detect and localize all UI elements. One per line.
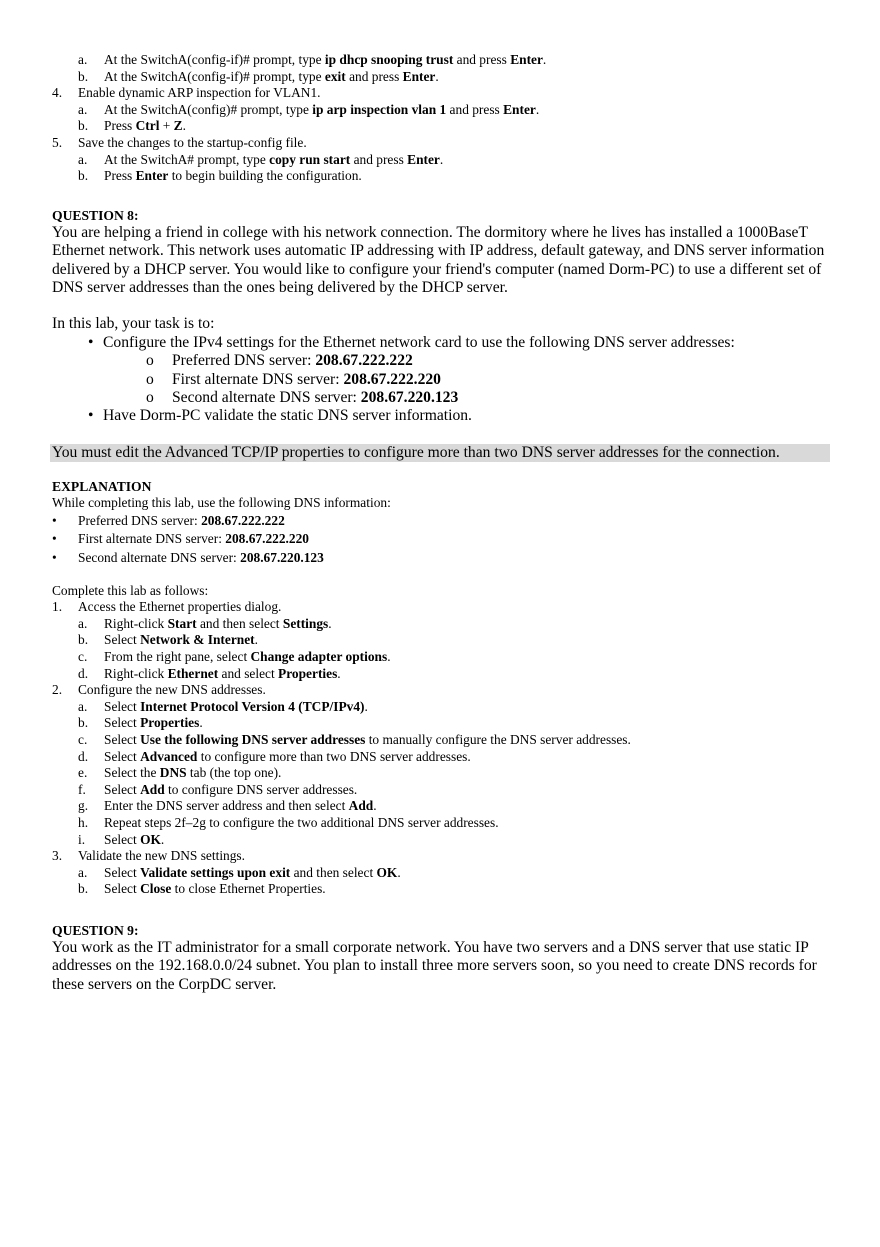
text-run: Right-click [104,615,168,631]
question-9-heading: QUESTION 9: [52,922,139,938]
bold-term: Enter [503,101,536,117]
text-run: . [199,715,203,731]
bold-term: Add [348,798,374,814]
prev-top-steps [52,52,832,85]
bold-term: Enter [135,168,169,184]
bold-term: Change adapter options [250,648,388,664]
step-row: a. At the SwitchA(config-if)# prompt, type ip dhcp snooping trust and press Enter. [78,52,547,67]
text-run: Select [104,864,141,880]
text-run: From the right pane, select [104,648,251,664]
bold-term: copy run start [269,151,351,167]
text-run: and press [350,151,408,167]
step-text [104,699,368,716]
hint-bar: You must edit the Advanced TCP/IP properties to configure more than two DNS server addresses for the connection. [50,444,830,462]
step-row: a. Select Validate settings upon exit and then select OK. [78,864,401,880]
step-row: i. Select OK. [78,831,165,847]
circle-bullet-icon: o [146,352,154,370]
step-text [104,168,362,185]
dns-item: o First alternate DNS server: 208.67.222.220 [146,370,441,388]
text-run: to close Ethernet Properties. [171,881,326,897]
step-row: d. Select Advanced to configure more than two DNS server addresses. [78,748,471,764]
task-item: • Configure the IPv4 settings for the Ethernet network card to use the following DNS server addresses: [88,333,735,351]
text-run: . [160,831,165,847]
text-run: to configure more than two DNS server addresses. [197,748,471,764]
bold-term: DNS [159,765,187,781]
exp-step-1-substeps [52,616,832,682]
text-run: tab (the top one). [186,765,282,781]
circle-bullet-icon: o [146,389,154,406]
text-run: At the SwitchA(config-if)# prompt, type [104,68,325,84]
bold-term: Use the following DNS server addresses [140,731,366,747]
step-text [104,749,471,766]
step-text [104,865,401,882]
question-8-heading: QUESTION 8: [52,207,139,223]
bold-term: Properties [140,715,200,731]
text-run: Press [104,118,136,134]
text-run: to configure DNS server addresses. [164,781,358,797]
bold-term: Settings [282,615,329,631]
bold-term: Enter [510,52,543,67]
step-text [104,649,391,666]
document-page [52,52,832,994]
text-run: and press [453,52,511,67]
text-run: . [182,118,186,134]
text-run: Select [104,698,141,714]
step-4-substeps [52,102,832,135]
step-text [104,69,439,86]
text-run: . [435,68,439,84]
step-row: e. Select the DNS tab (the top one). [78,765,282,781]
bold-term: OK [140,831,161,847]
text-run: . [542,52,547,67]
step-row: b. Select Network & Internet. [78,632,258,648]
bold-term: Enter [402,68,436,84]
text-run: Select [104,632,141,648]
step-text [104,782,357,799]
bold-term: Ctrl [135,118,160,134]
complete-lead: Complete this lab as follows: [52,582,209,598]
text-run: At the SwitchA(config-if)# prompt, type [104,52,325,67]
step-text [104,616,332,633]
text-run: and press [345,68,403,84]
text-run: Select [104,731,141,747]
bold-term: ip dhcp snooping trust [324,52,454,67]
text-run: + [159,118,174,134]
step-text [104,52,546,69]
question-8-intro: You are helping a friend in college with his network connection. The dormitory where he lives has installed a 1000BaseT Ethernet network. This network uses automatic IP addressing with IP address, default gateway, and DNS server information delivered by a DHCP server. You would like to configure your friend's computer (named Dorm-PC) to use a different set of DNS server addresses than the ones being delivered by the DHCP server. [52,223,825,296]
bullet-icon: • [52,531,57,547]
text-run: At the SwitchA(config)# prompt, type [104,101,313,117]
step-row: c. From the right pane, select Change adapter options. [78,648,391,664]
step-text [104,152,443,169]
text-run: Select the [104,765,160,781]
text-run: Select [104,781,141,797]
step-row: a. Select Internet Protocol Version 4 (TCP/IPv4). [78,698,368,714]
question-9-intro: You work as the IT administrator for a small corporate network. You have two servers and a DNS server that use static IP addresses on the 192.168.0.0/24 subnet. You plan to install three more servers soon, so you need to create DNS records for these servers on the CorpDC server. [52,938,817,993]
step-row: f. Select Add to configure DNS server addresses. [78,781,358,797]
text-run: Select [104,881,141,897]
bold-term: Add [140,781,165,797]
step-row: h. Repeat steps 2f–2g to configure the two additional DNS server addresses. [78,814,499,830]
bold-term: Enter [407,151,440,167]
step-text [104,715,203,732]
step-row: b. Select Close to close Ethernet Properties. [78,881,326,897]
bold-term: Close [140,881,172,897]
step-row: c. Select Use the following DNS server addresses to manually configure the DNS server addresses. [78,731,631,747]
text-run: . [373,798,377,814]
bold-term: Properties [278,665,338,681]
bold-term: Z [173,118,183,134]
step-row: b. Press Ctrl + Z. [78,118,186,134]
text-run: Press [104,168,136,184]
step-row: b. At the SwitchA(config-if)# prompt, type exit and press Enter. [78,68,439,84]
text-run: Select [104,831,141,847]
step-text [104,815,499,832]
task-list [52,334,832,426]
text-run: . [364,698,368,714]
step-text [104,102,539,119]
exp-step-3-substeps [52,865,832,898]
step-row: d. Right-click Ethernet and select Properties. [78,665,341,681]
exp-step-2: 2. Configure the new DNS addresses. [52,682,266,698]
bold-term: exit [324,68,346,84]
text-run: . [535,101,540,117]
explanation-heading: EXPLANATION [52,479,152,495]
bold-term: OK [376,864,398,880]
text-run: . [439,151,444,167]
step-text [104,118,186,135]
bullet-icon: • [88,407,94,425]
bold-term: Network & Internet [140,632,255,648]
explanation-lead: While completing this lab, use the following DNS information: [52,495,391,511]
dns-bullet: • Second alternate DNS server: 208.67.220.123 [52,550,324,565]
text-run: . [387,648,391,664]
bold-term: Advanced [140,748,198,764]
text-run: and select [218,665,279,681]
text-run: Select [104,748,141,764]
step-text [104,765,281,782]
circle-bullet-icon: o [146,370,154,388]
dns-item: o Second alternate DNS server: 208.67.220.123 [146,389,459,406]
step-text [104,881,326,898]
dns-bullet: • Preferred DNS server: 208.67.222.222 [52,512,285,528]
text-run: and then select [196,615,283,631]
step-5-substeps [52,152,832,185]
bullet-icon: • [52,550,57,565]
step-row: g. Enter the DNS server address and then select Add. [78,798,377,814]
step-text [104,666,341,683]
text-run: . [337,665,341,681]
bold-term: Validate settings upon exit [140,864,291,880]
text-run: to begin building the configuration. [168,168,362,184]
step-row: a. At the SwitchA(config)# prompt, type ip arp inspection vlan 1 and press Enter. [78,101,540,117]
step-text [104,798,377,815]
bold-term: Ethernet [167,665,219,681]
task-item: • Have Dorm-PC validate the static DNS server information. [88,407,472,425]
text-run: Select [104,715,141,731]
bold-term: Internet Protocol Version 4 (TCP/IPv4) [140,698,365,714]
text-run: At the SwitchA# prompt, type [104,151,270,167]
text-run: to manually configure the DNS server addresses. [365,731,631,747]
text-run: . [397,864,401,880]
exp-step-3: 3. Validate the new DNS settings. [52,848,245,864]
bullet-icon: • [88,333,94,351]
text-run: Repeat steps 2f–2g to configure the two additional DNS server addresses. [104,814,499,830]
text-run: . [328,615,332,631]
step-5: 5. Save the changes to the startup-config file. [52,134,307,150]
text-run: and then select [290,864,377,880]
step-text [104,632,258,649]
dns-bullet: • First alternate DNS server: 208.67.222.220 [52,531,309,547]
step-row: a. At the SwitchA# prompt, type copy run start and press Enter. [78,151,444,167]
task-lead: In this lab, your task is to: [52,315,215,333]
bold-term: ip arp inspection vlan 1 [312,101,447,117]
text-run: . [254,632,258,648]
step-text [104,832,164,849]
exp-step-2-substeps [52,699,832,848]
bold-term: Start [167,615,197,631]
dns-item: o Preferred DNS server: 208.67.222.222 [146,352,413,370]
previous-steps [52,52,832,185]
text-run: Right-click [104,665,168,681]
exp-step-1: 1. Access the Ethernet properties dialog. [52,599,282,615]
step-row: b. Press Enter to begin building the configuration. [78,168,362,184]
bullet-icon: • [52,512,57,528]
step-text [104,732,631,749]
text-run: Enter the DNS server address and then select [104,798,349,814]
text-run: and press [446,101,504,117]
step-row: a. Right-click Start and then select Settings. [78,615,332,631]
step-4: 4. Enable dynamic ARP inspection for VLAN1. [52,85,321,101]
explanation-body [52,495,832,898]
step-row: b. Select Properties. [78,715,203,731]
